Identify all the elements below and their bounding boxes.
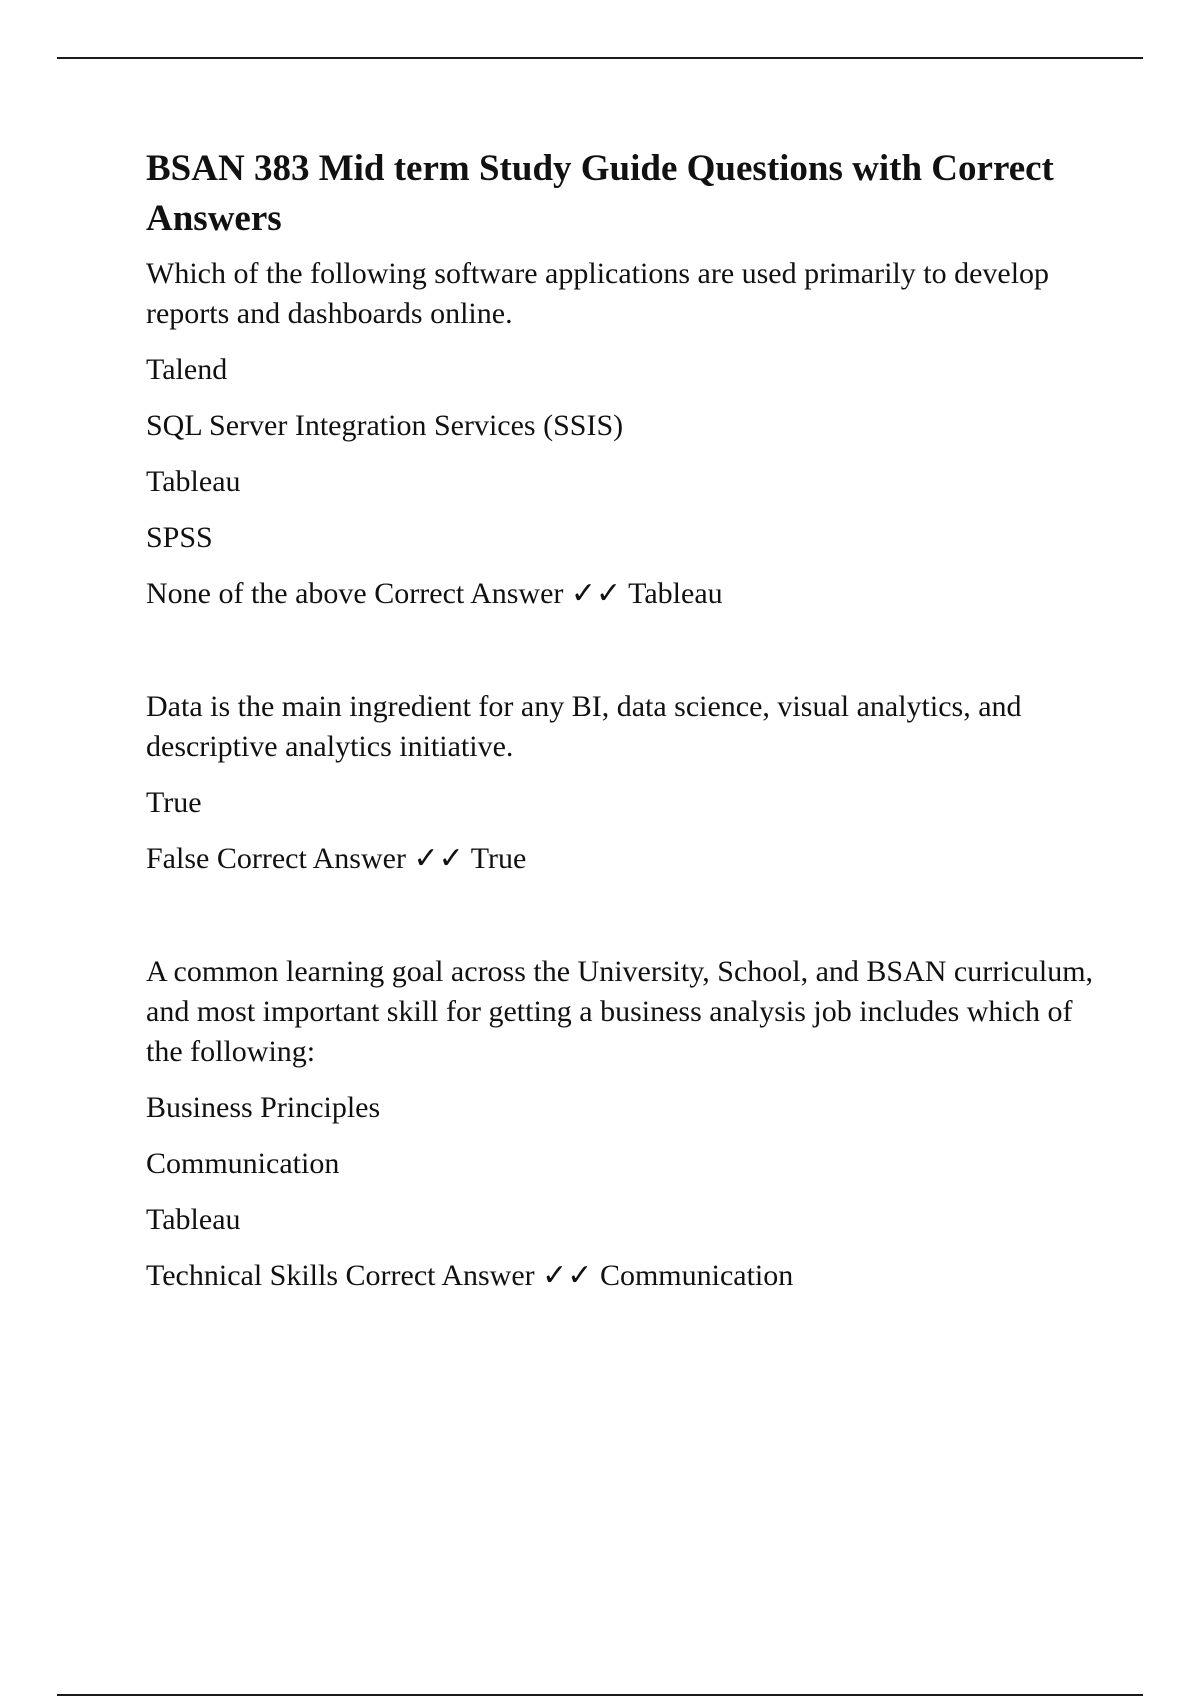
answer-label: Correct Answer bbox=[374, 577, 564, 610]
option-item: Talend bbox=[146, 353, 228, 386]
question-text: Which of the following software applications are used primarily to develop reports and dashboards online. bbox=[146, 257, 1050, 330]
correct-answer: True bbox=[470, 842, 527, 875]
answer-label: Correct Answer bbox=[216, 842, 406, 875]
option-item: Business Principles bbox=[146, 1091, 381, 1124]
correct-answer: Tableau bbox=[628, 577, 723, 610]
answer-line bbox=[146, 1256, 1106, 1296]
last-option: False bbox=[146, 842, 210, 875]
document-body bbox=[146, 144, 1106, 1296]
checkmark-icon: ✓✓ bbox=[413, 842, 464, 875]
checkmark-icon: ✓✓ bbox=[542, 1259, 593, 1292]
bottom-rule bbox=[57, 1694, 1143, 1696]
option-item: Communication bbox=[146, 1147, 340, 1180]
top-rule bbox=[57, 57, 1143, 59]
answer-label: Correct Answer bbox=[345, 1259, 535, 1292]
question-block-3 bbox=[146, 952, 1106, 1296]
document-title: BSAN 383 Mid term Study Guide Questions with Correct Answers bbox=[146, 148, 1054, 239]
last-option: None of the above bbox=[146, 577, 367, 610]
answer-line bbox=[146, 574, 1106, 614]
option-item: Tableau bbox=[146, 1203, 241, 1236]
option-item: SPSS bbox=[146, 521, 213, 554]
correct-answer: Communication bbox=[599, 1259, 794, 1292]
last-option: Technical Skills bbox=[146, 1259, 339, 1292]
answer-line bbox=[146, 839, 1106, 879]
question-block-2 bbox=[146, 687, 1106, 879]
question-block-1 bbox=[146, 254, 1106, 614]
option-item: True bbox=[146, 786, 202, 819]
option-item: Tableau bbox=[146, 465, 241, 498]
question-text: Data is the main ingredient for any BI, data science, visual analytics, and descriptive analytics initiative. bbox=[146, 690, 1022, 763]
question-text: A common learning goal across the University, School, and BSAN curriculum, and most important skill for getting a business analysis job includes which of the following: bbox=[146, 955, 1094, 1068]
checkmark-icon: ✓✓ bbox=[570, 577, 622, 610]
option-item: SQL Server Integration Services (SSIS) bbox=[146, 409, 624, 442]
